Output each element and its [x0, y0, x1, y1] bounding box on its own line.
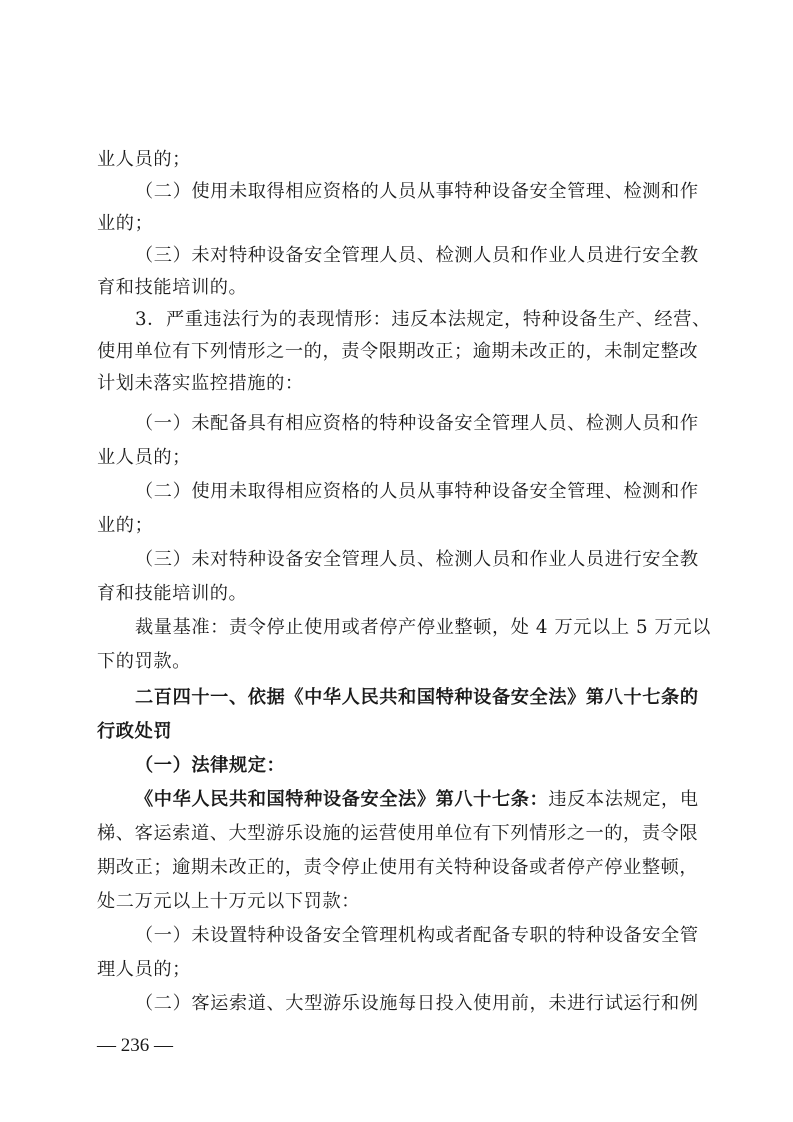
subsection-heading: （一）法律规定：	[135, 755, 286, 776]
text-line: 育和技能培训的。	[97, 583, 248, 604]
text-line: 业的；	[97, 515, 154, 536]
section-heading-continued: 行政处罚	[97, 721, 173, 742]
text-line: 业人员的；	[97, 447, 191, 468]
text-line: 裁量基准：责令停止使用或者停产停业整顿，处 4 万元以上 5 万元以	[135, 617, 711, 638]
text-line: 业人员的；	[97, 149, 191, 170]
text-line: （二）使用未取得相应资格的人员从事特种设备安全管理、检测和作	[135, 481, 699, 502]
article-text: 违反本法规定，电	[548, 789, 699, 810]
text-line: （一）未配备具有相应资格的特种设备安全管理人员、检测人员和作	[135, 413, 699, 434]
text-line: 期改正；逾期未改正的，责令停止使用有关特种设备或者停产停业整顿，	[97, 857, 699, 878]
text-line: 育和技能培训的。	[97, 277, 248, 298]
text-line: （三）未对特种设备安全管理人员、检测人员和作业人员进行安全教	[135, 245, 699, 266]
text-line: 下的罚款。	[97, 651, 191, 672]
article-line	[135, 788, 697, 812]
text-line: （二）使用未取得相应资格的人员从事特种设备安全管理、检测和作	[135, 181, 699, 202]
text-line: 业的；	[97, 213, 154, 234]
text-line: 3．严重违法行为的表现情形：违反本法规定，特种设备生产、经营、	[135, 309, 711, 330]
text-line: 处二万元以上十万元以下罚款：	[97, 891, 361, 912]
text-line: （三）未对特种设备安全管理人员、检测人员和作业人员进行安全教	[135, 549, 699, 570]
article-title: 《中华人民共和国特种设备安全法》第八十七条：	[135, 789, 549, 810]
text-line: 计划未落实监控措施的：	[97, 373, 304, 394]
page-number: — 236 —	[97, 1035, 173, 1056]
text-line: 使用单位有下列情形之一的，责令限期改正；逾期未改正的，未制定整改	[97, 341, 699, 362]
section-heading: 二百四十一、依据《中华人民共和国特种设备安全法》第八十七条的	[135, 687, 699, 708]
text-line: （一）未设置特种设备安全管理机构或者配备专职的特种设备安全管	[135, 925, 699, 946]
text-line: 理人员的；	[97, 959, 191, 980]
text-line: 梯、客运索道、大型游乐设施的运营使用单位有下列情形之一的，责令限	[97, 823, 699, 844]
text-line: （二）客运索道、大型游乐设施每日投入使用前，未进行试运行和例	[135, 993, 699, 1014]
